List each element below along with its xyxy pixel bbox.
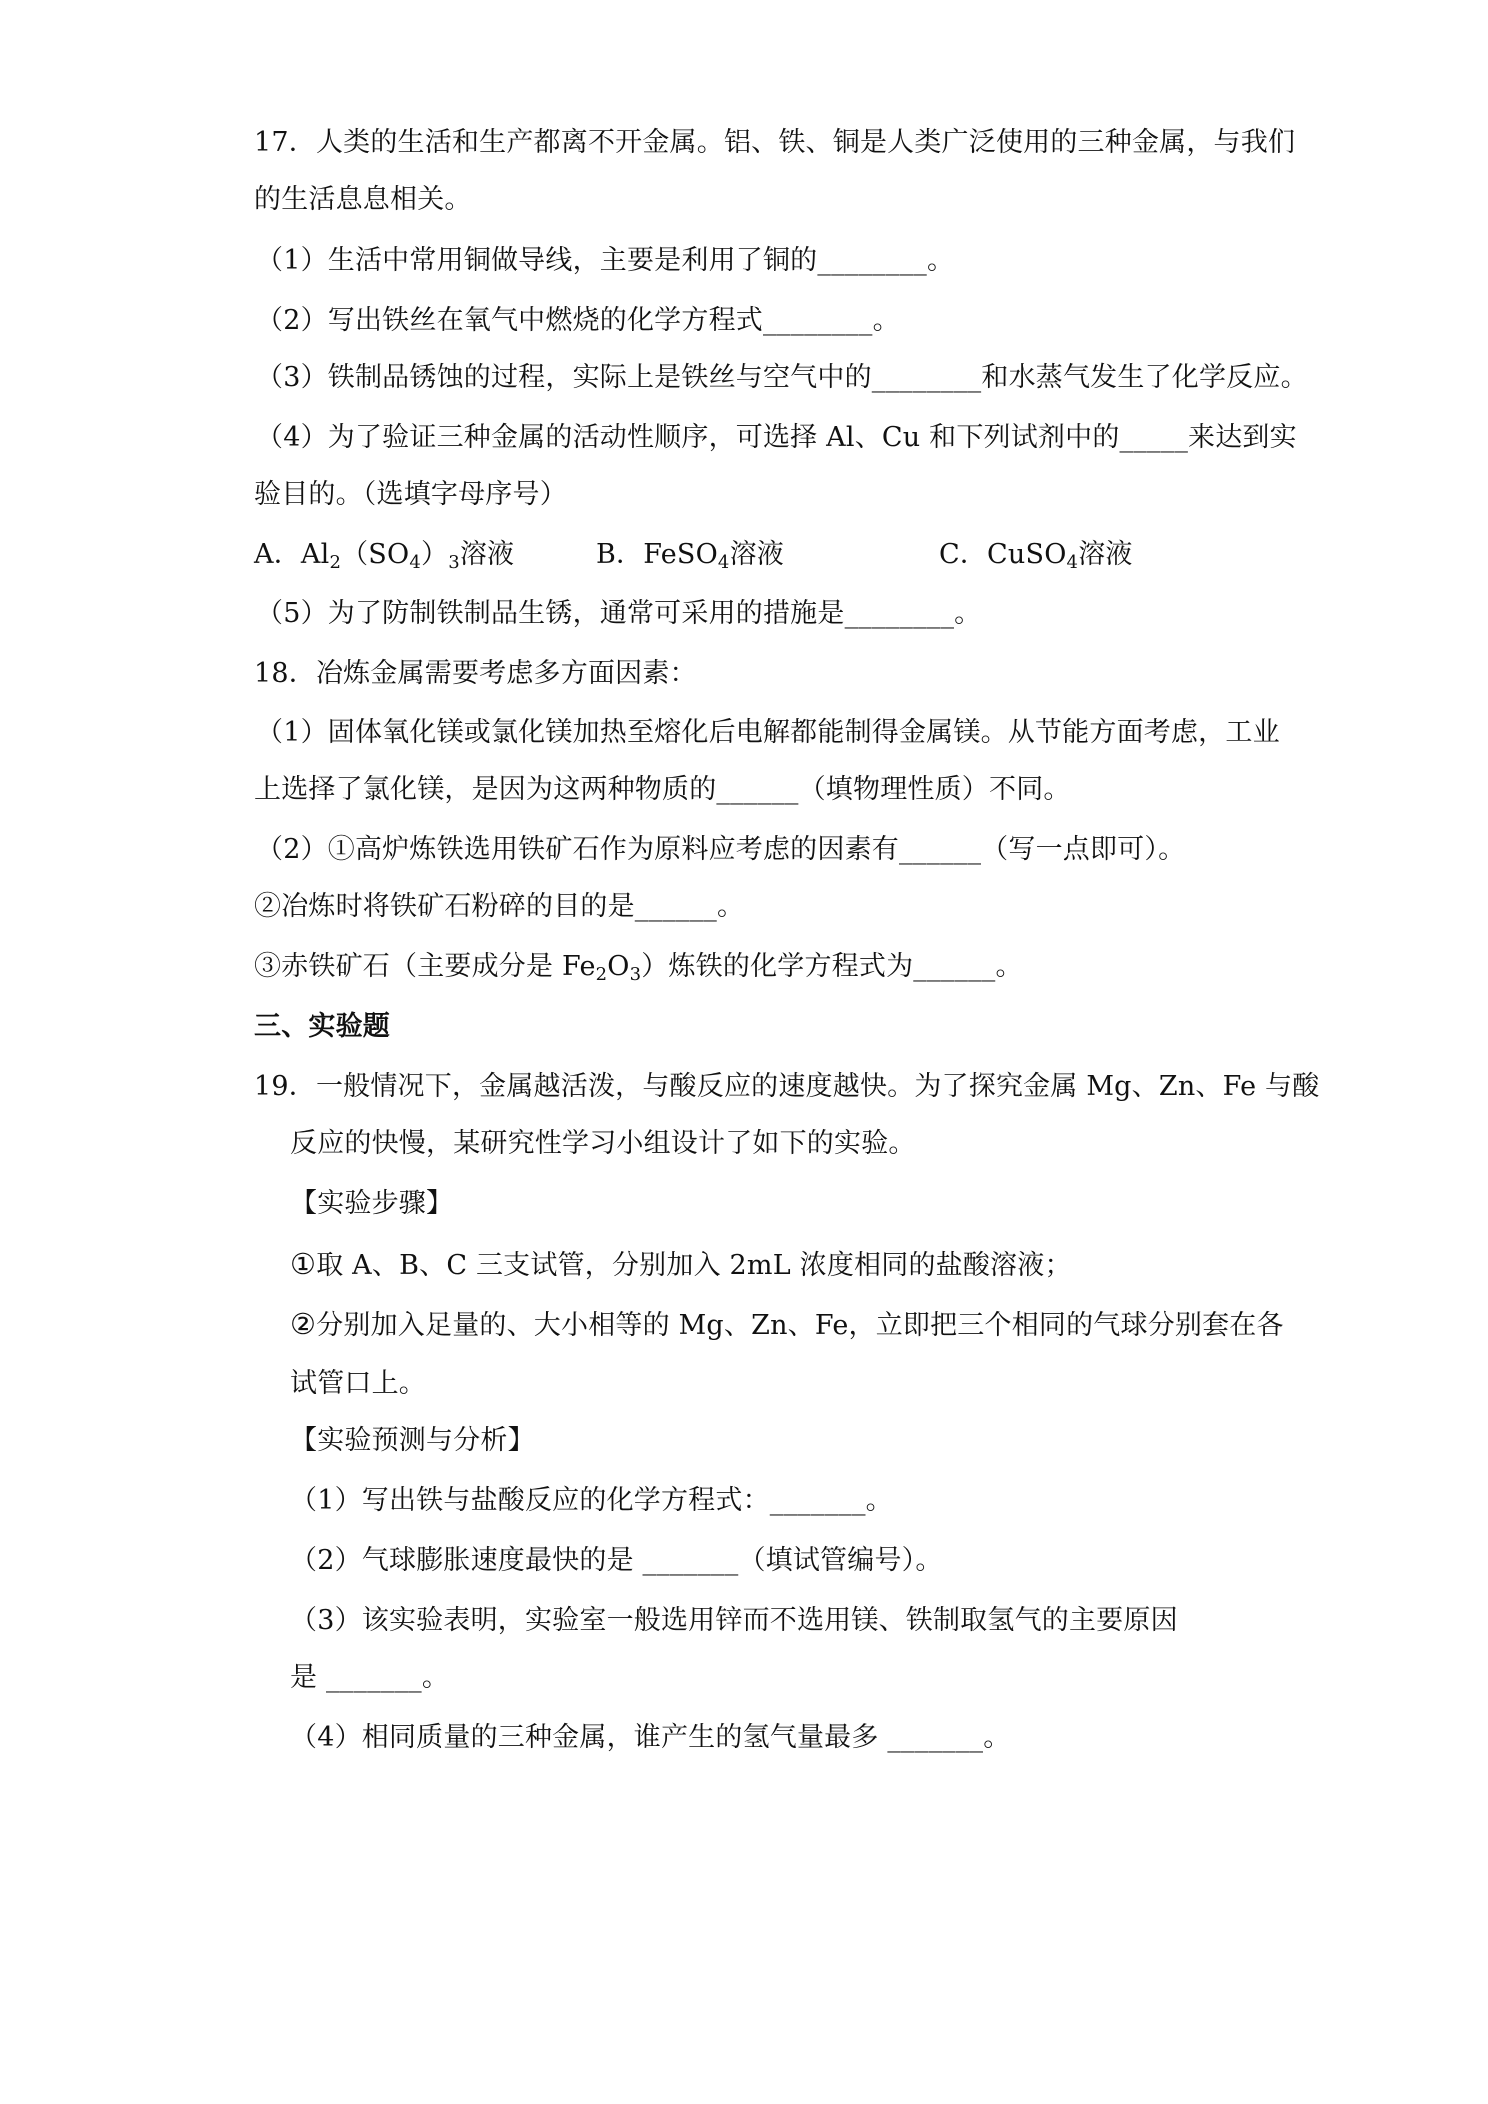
q19-step-2-line-2: 试管口上。	[290, 1368, 426, 1399]
q17-part-5: （5）为了防制铁制品生锈，通常可采用的措施是________。	[256, 598, 982, 629]
q18-part-2c: ③赤铁矿石（主要成分是 $Fe_2O_3$）炼铁的化学方程式为______。	[254, 951, 1023, 985]
q19-analysis-3-line-2: 是 _______。	[290, 1662, 450, 1693]
section-heading-experiment: 三、实验题	[254, 1011, 390, 1042]
q18-part-2b: ②冶炼时将铁矿石粉碎的目的是______。	[254, 891, 745, 922]
q17-part-1: （1）生活中常用铜做导线，主要是利用了铜的________。	[256, 245, 955, 276]
circled-one-marker: ①	[290, 1247, 317, 1281]
q19-analysis-3-line-1: （3）该实验表明，实验室一般选用锌而不选用镁、铁制取氢气的主要原因	[290, 1605, 1178, 1636]
q18-part-1-line-1: （1）固体氧化镁或氯化镁加热至熔化后电解都能制得金属镁。从节能方面考虑，工业	[256, 717, 1280, 748]
q19-stem-line-1: 19．一般情况下，金属越活泼，与酸反应的速度越快。为了探究金属 Mg、Zn、Fe 与酸	[254, 1071, 1320, 1102]
q17-stem-line-1: 17．人类的生活和生产都离不开金属。铝、铁、铜是人类广泛使用的三种金属，与我们	[254, 127, 1296, 158]
q17-option-a: A．$Al_2(SO_4)_3$溶液	[254, 539, 515, 573]
q18-part-2: （2）①高炉炼铁选用铁矿石作为原料应考虑的因素有______（写一点即可）。	[256, 834, 1186, 865]
q17-options-row	[254, 535, 1244, 575]
q17-option-b: B．FeSO$_4$溶液	[596, 539, 784, 573]
q17-part-2: （2）写出铁丝在氧气中燃烧的化学方程式________。	[256, 305, 900, 336]
q19-analysis-2: （2）气球膨胀速度最快的是 _______（填试管编号）。	[290, 1545, 943, 1576]
q19-analysis-4: （4）相同质量的三种金属，谁产生的氢气量最多 _______。	[290, 1722, 1011, 1753]
q17-part-4-line-1: （4）为了验证三种金属的活动性顺序，可选择 Al、Cu 和下列试剂中的_____来达到实	[256, 422, 1297, 453]
q17-stem-line-2: 的生活息息相关。	[254, 184, 472, 215]
q19-step-1: ①取 A、B、C 三支试管，分别加入 2mL 浓度相同的盐酸溶液；	[290, 1247, 1072, 1281]
q17-part-4-line-2: 验目的。（选填字母序号）	[254, 479, 567, 510]
q18-stem: 18．冶炼金属需要考虑多方面因素：	[254, 658, 697, 689]
q19-analysis-1: （1）写出铁与盐酸反应的化学方程式：_______。	[290, 1485, 893, 1516]
q19-stem-line-2: 反应的快慢，某研究性学习小组设计了如下的实验。	[290, 1128, 916, 1159]
q17-part-3: （3）铁制品锈蚀的过程，实际上是铁丝与空气中的________和水蒸气发生了化学反应。	[256, 362, 1308, 393]
q19-step-2-line-1: ②分别加入足量的、大小相等的 Mg、Zn、Fe，立即把三个相同的气球分别套在各	[290, 1307, 1284, 1341]
q17-option-c: C．CuSO$_4$溶液	[939, 539, 1133, 573]
circled-two-marker: ②	[290, 1307, 317, 1341]
q19-analysis-title: 【实验预测与分析】	[290, 1425, 535, 1456]
q18-part-1-line-2: 上选择了氯化镁，是因为这两种物质的______（填物理性质）不同。	[254, 774, 1071, 805]
q19-steps-title: 【实验步骤】	[290, 1188, 454, 1219]
